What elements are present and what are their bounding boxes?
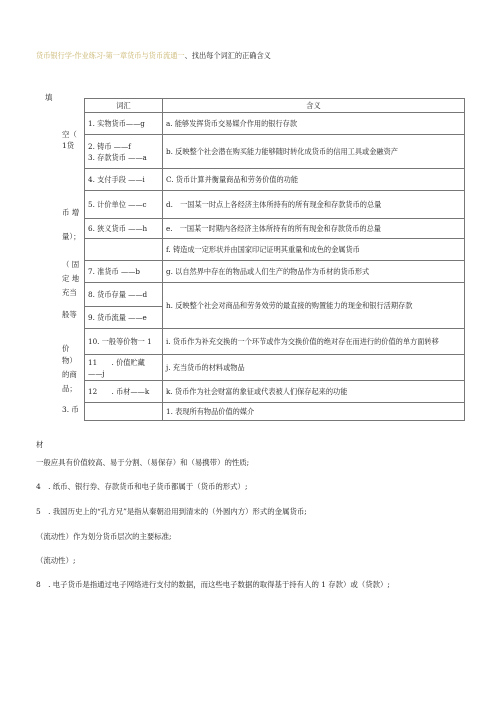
side-label: 币 增: [62, 208, 80, 217]
table-row: [85, 219, 465, 239]
meaning-cell: 1. 表现所有物品价值的媒介: [163, 403, 465, 421]
table-row: [85, 239, 465, 261]
fill-blank-label: 填: [45, 93, 53, 102]
side-label: （ 固: [62, 260, 80, 269]
meaning-cell: h. 反映整个社会对商品和劳务效劳的最直接的购置能力的现金和银行活期存款: [163, 283, 465, 329]
meaning-cell: a. 能够发挥货币交易媒介作用的银行存款: [163, 113, 465, 135]
table-header-row: [85, 99, 465, 113]
term-cell: 4. 支付手段 ——i: [85, 169, 163, 191]
side-label: 1货: [62, 141, 75, 150]
meaning-cell: g. 以自然界中存在的物品或人们生产的物品作为币材的货币形式: [163, 261, 465, 283]
paragraph: （流动性）;: [36, 556, 76, 565]
term-cell: 10. 一般等价物一 1: [85, 329, 163, 355]
title-highlight: 货币银行学-作业练习-第一章货币与货币流通一: [36, 51, 185, 60]
side-label: 品；: [62, 384, 77, 393]
meaning-cell: f. 铸造成一定形状并由国家印记证明其重量和成色的金属货币: [163, 239, 465, 261]
paragraph: （流动性）作为划分货币层次的主要标准;: [36, 532, 172, 541]
paragraph: 8 . 电子货币是指通过电子网络进行支付的数据，而这些电子数据的取得基于持有人的 1 存款）或（贷款）;: [36, 580, 390, 589]
side-label: 的商: [62, 370, 77, 379]
meaning-cell: j. 充当货币的材料或物品: [163, 355, 465, 381]
meaning-cell: C. 货币计算并衡量商品和劳务价值的功能: [163, 169, 465, 191]
term-cell: 1. 实物货币——g: [85, 113, 163, 135]
table-row: [85, 191, 465, 219]
term-cell: [85, 403, 163, 421]
term-cell: [85, 239, 163, 261]
term-cell: 6. 狭义货币 ——h: [85, 219, 163, 239]
table-row: [85, 135, 465, 169]
vocabulary-table: [84, 98, 465, 421]
side-label: 空（: [62, 130, 77, 139]
title-rest: 、找出每个词汇的正确含义: [184, 51, 271, 60]
meaning-cell: d. 一国某一时点上各经济主体所持有的所有现金和存款货币的总量: [163, 191, 465, 219]
term-cell: 2. 铸币 ——f 3. 存款货币 ——a: [85, 135, 163, 169]
table-row: [85, 355, 465, 381]
paragraph: 5 . 我国历史上的“孔方兄”是指从秦朝沿用到清末的（外圆内方）形式的金属货币;: [36, 507, 307, 516]
paragraph: 材: [36, 440, 44, 449]
term-cell: 12 . 币材——k: [85, 381, 163, 403]
table-row: [85, 113, 465, 135]
paragraph: 4 . 纸币、银行券、存款货币和电子货币都属于（货币的形式）;: [36, 482, 248, 491]
term-cell: 9. 货币流量 ——e: [85, 307, 163, 329]
term-cell: 7. 准货币 ——b: [85, 261, 163, 283]
side-label: 充当: [62, 288, 77, 297]
side-label: 般等: [62, 310, 77, 319]
term-cell: 5. 计价单位 ——c: [85, 191, 163, 219]
table-row: [85, 329, 465, 355]
term-cell: 8. 货币存量 ——d: [85, 283, 163, 307]
table-row: [85, 261, 465, 283]
page-title: [36, 50, 476, 61]
meaning-cell: i. 货币作为补充交换的一个环节或作为交换价值的绝对存在而进行的价值的单方面转移: [163, 329, 465, 355]
meaning-cell: b. 反映整个社会潜在购买能力能够随时转化成货币的信用工具或金融资产: [163, 135, 465, 169]
paragraph: 一般应具有价值较高、易于分割、（易保存）和（易携带）的性质;: [36, 458, 250, 467]
term-cell: 11 . 价值贮藏 ——j: [85, 355, 163, 381]
meaning-cell: k. 货币作为社会财富的象征或代表被人们保存起来的功能: [163, 381, 465, 403]
header-term: 词汇: [85, 99, 163, 113]
side-label: 价: [62, 344, 70, 353]
side-label: 物）: [62, 356, 77, 365]
meaning-cell: e. 一国某一时期内各经济主体所持有的所有现金和存款货币的总量: [163, 219, 465, 239]
table-row: [85, 169, 465, 191]
table-row: [85, 283, 465, 307]
header-meaning: 含义: [163, 99, 465, 113]
side-label: 定 地: [62, 274, 80, 283]
side-label: 3. 币: [62, 405, 79, 414]
side-label: 量）；: [62, 232, 81, 241]
table-row: [85, 403, 465, 421]
table-row: [85, 381, 465, 403]
